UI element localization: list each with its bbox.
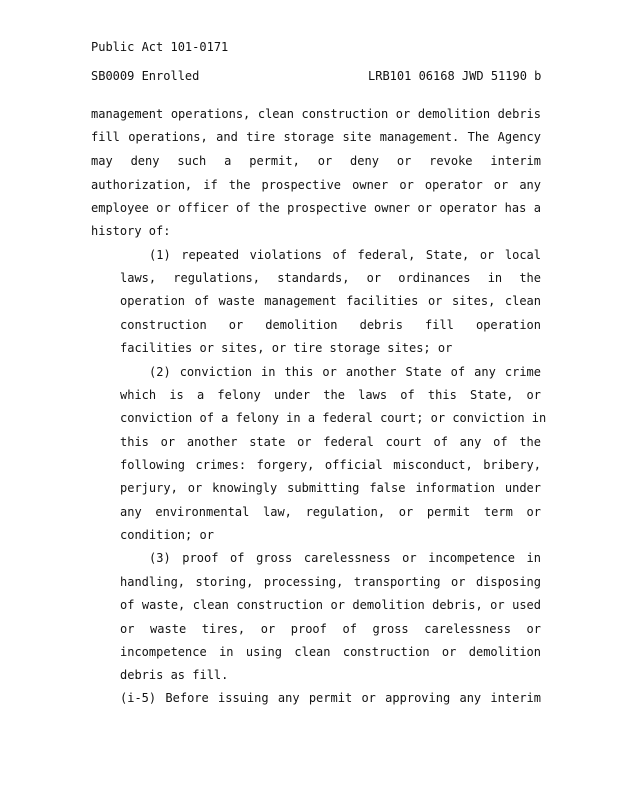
text-line: or waste tires, or proof of gross carelessness or bbox=[120, 622, 541, 636]
list-item-2-first-line: (2) conviction in this or another State of any crime bbox=[149, 365, 541, 379]
text-line: operation of waste management facilities or sites, clean bbox=[120, 294, 541, 308]
text-line: construction or demolition debris fill operation bbox=[120, 318, 541, 332]
lrb-number: LRB101 06168 JWD 51190 b bbox=[368, 69, 542, 83]
text-line: condition; or bbox=[120, 528, 214, 542]
text-line: this or another state or federal court of any of the bbox=[120, 435, 541, 449]
text-line: any environmental law, regulation, or permit term or bbox=[120, 505, 541, 519]
subsection-i5-first-line: (i-5) Before issuing any permit or approving any interim bbox=[120, 691, 541, 705]
text-line: management operations, clean construction or demolition debris bbox=[91, 107, 541, 121]
bill-number: SB0009 Enrolled bbox=[91, 69, 200, 83]
list-item-3-first-line: (3) proof of gross carelessness or incompetence in bbox=[149, 551, 541, 565]
text-line: authorization, if the prospective owner or operator or any bbox=[91, 178, 541, 192]
text-line: employee or officer of the prospective owner or operator has a bbox=[91, 201, 541, 215]
text-line: conviction of a felony in a federal court; or conviction in bbox=[120, 411, 547, 425]
text-line: handling, storing, processing, transporting or disposing bbox=[120, 575, 541, 589]
text-line: fill operations, and tire storage site management. The Agency bbox=[91, 130, 541, 144]
text-line: perjury, or knowingly submitting false information under bbox=[120, 481, 541, 495]
text-line: following crimes: forgery, official misconduct, bribery, bbox=[120, 458, 541, 472]
text-line: incompetence in using clean construction or demolition bbox=[120, 645, 541, 659]
text-line: laws, regulations, standards, or ordinances in the bbox=[120, 271, 541, 285]
text-line: of waste, clean construction or demolition debris, or used bbox=[120, 598, 541, 612]
text-line: facilities or sites, or tire storage sites; or bbox=[120, 341, 453, 355]
text-line: debris as fill. bbox=[120, 668, 229, 682]
text-line: may deny such a permit, or deny or revoke interim bbox=[91, 154, 541, 168]
text-line: history of: bbox=[91, 224, 171, 238]
list-item-1-first-line: (1) repeated violations of federal, State, or local bbox=[149, 248, 541, 262]
public-act-title: Public Act 101-0171 bbox=[91, 40, 229, 54]
text-line: which is a felony under the laws of this State, or bbox=[120, 388, 541, 402]
